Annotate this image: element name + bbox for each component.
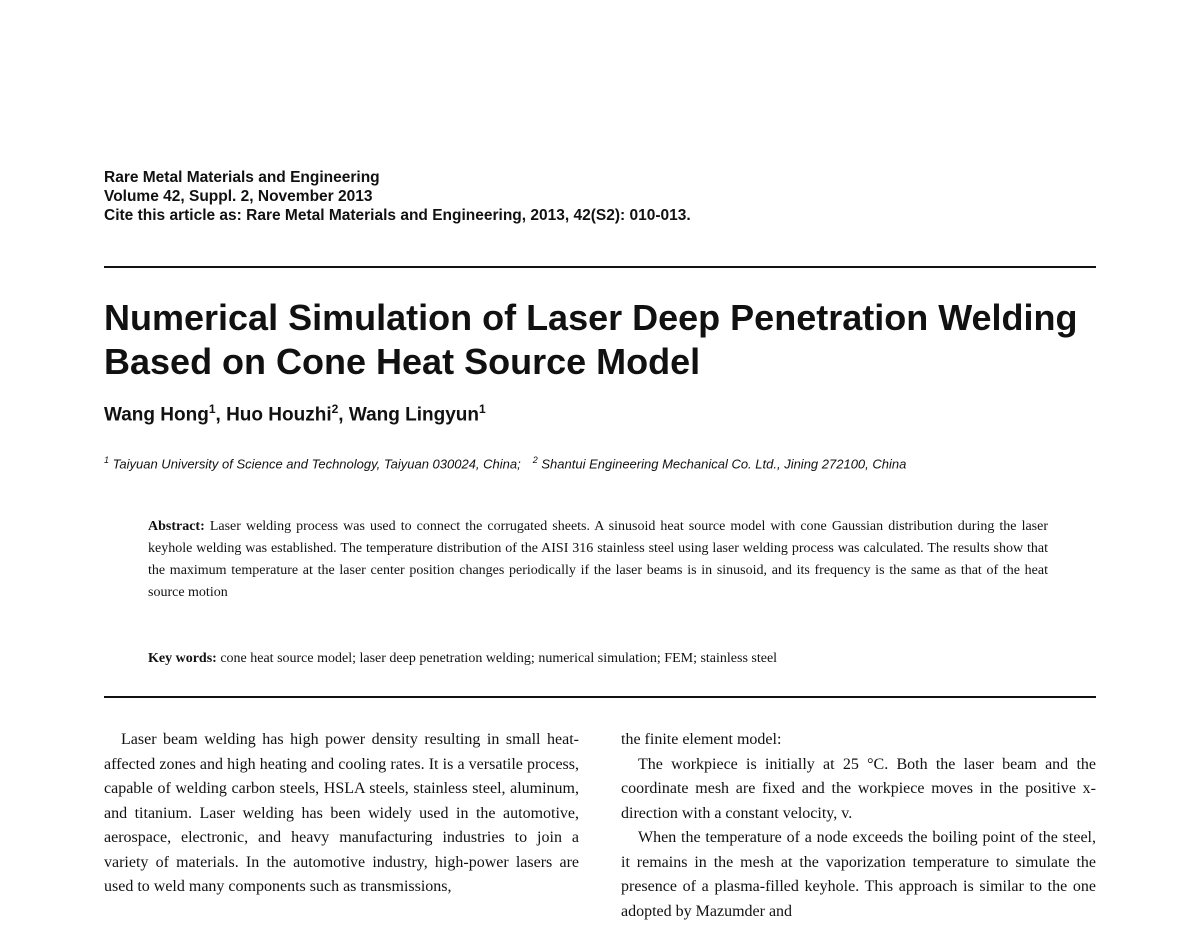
abstract [148, 516, 1048, 604]
body-paragraph: the finite element model: [621, 731, 782, 748]
affiliation-mark: 2 [532, 455, 538, 465]
author-affiliation-mark: 2 [331, 402, 339, 416]
author-name: Wang Hong [104, 404, 209, 426]
affiliation-text: Taiyuan University of Science and Technology, Taiyuan 030024, China; [112, 456, 521, 472]
keywords [148, 651, 777, 667]
author-name: Wang Lingyun [348, 404, 480, 426]
author-separator: , [338, 404, 349, 426]
journal-name: Rare Metal Materials and Engineering [104, 169, 380, 186]
citation-line: Cite this article as: Rare Metal Materials and Engineering, 2013, 42(S2): 010-013. [104, 207, 691, 224]
affiliations [104, 455, 906, 471]
bottom-divider [104, 696, 1096, 698]
title-line-1: Numerical Simulation of Laser Deep Penetration Welding [104, 297, 1078, 338]
abstract-label: Abstract: [148, 519, 205, 534]
body-paragraph: Laser beam welding has high power density resulting in small heat-affected zones and high heating and cooling rates. It is a versatile process, capable of welding carbon steels, HSLA steels, stainless steel, aluminum, and titanium. Laser welding has been widely used in the automotive, aerospace, electronic, and heavy manufacturing industries to join a variety of materials. In the automotive industry, high-power lasers are used to weld many components such as transmissions, [104, 731, 579, 895]
author-affiliation-mark: 1 [479, 402, 486, 416]
affiliation-text: Shantui Engineering Mechanical Co. Ltd., Jining 272100, China [541, 456, 907, 472]
author-list [104, 402, 486, 426]
author-affiliation-mark: 1 [208, 402, 216, 416]
body-column-right [621, 728, 1096, 924]
journal-volume: Volume 42, Suppl. 2, November 2013 [104, 188, 373, 205]
author-name: Huo Houzhi [226, 404, 332, 426]
keywords-text: cone heat source model; laser deep penetration welding; numerical simulation; FEM; stainless steel [220, 651, 778, 666]
keywords-label: Key words: [148, 651, 217, 666]
author-separator: , [215, 404, 227, 426]
paper-title [104, 296, 1078, 384]
affiliation-mark: 1 [104, 455, 110, 465]
body-column-left [104, 728, 579, 900]
top-divider [104, 266, 1096, 268]
title-line-2: Based on Cone Heat Source Model [104, 341, 701, 382]
body-paragraph: The workpiece is initially at 25 °C. Both the laser beam and the coordinate mesh are fixed and the workpiece moves in the positive x-direction with a constant velocity, v. [621, 755, 1096, 822]
journal-header [104, 168, 691, 225]
body-paragraph: When the temperature of a node exceeds the boiling point of the steel, it remains in the mesh at the vaporization temperature to simulate the presence of a plasma-filled keyhole. This approach is similar to the one adopted by Mazumder and [621, 829, 1096, 920]
abstract-text: Laser welding process was used to connect the corrugated sheets. A sinusoid heat source model with cone Gaussian distribution during the laser keyhole welding was established. The temperature distribution of the AISI 316 stainless steel using laser welding process was calculated. The results show that the maximum temperature at the laser center position changes periodically if the laser beams is in sinusoid, and its frequency is the same as that of the heat source motion [148, 519, 1048, 600]
